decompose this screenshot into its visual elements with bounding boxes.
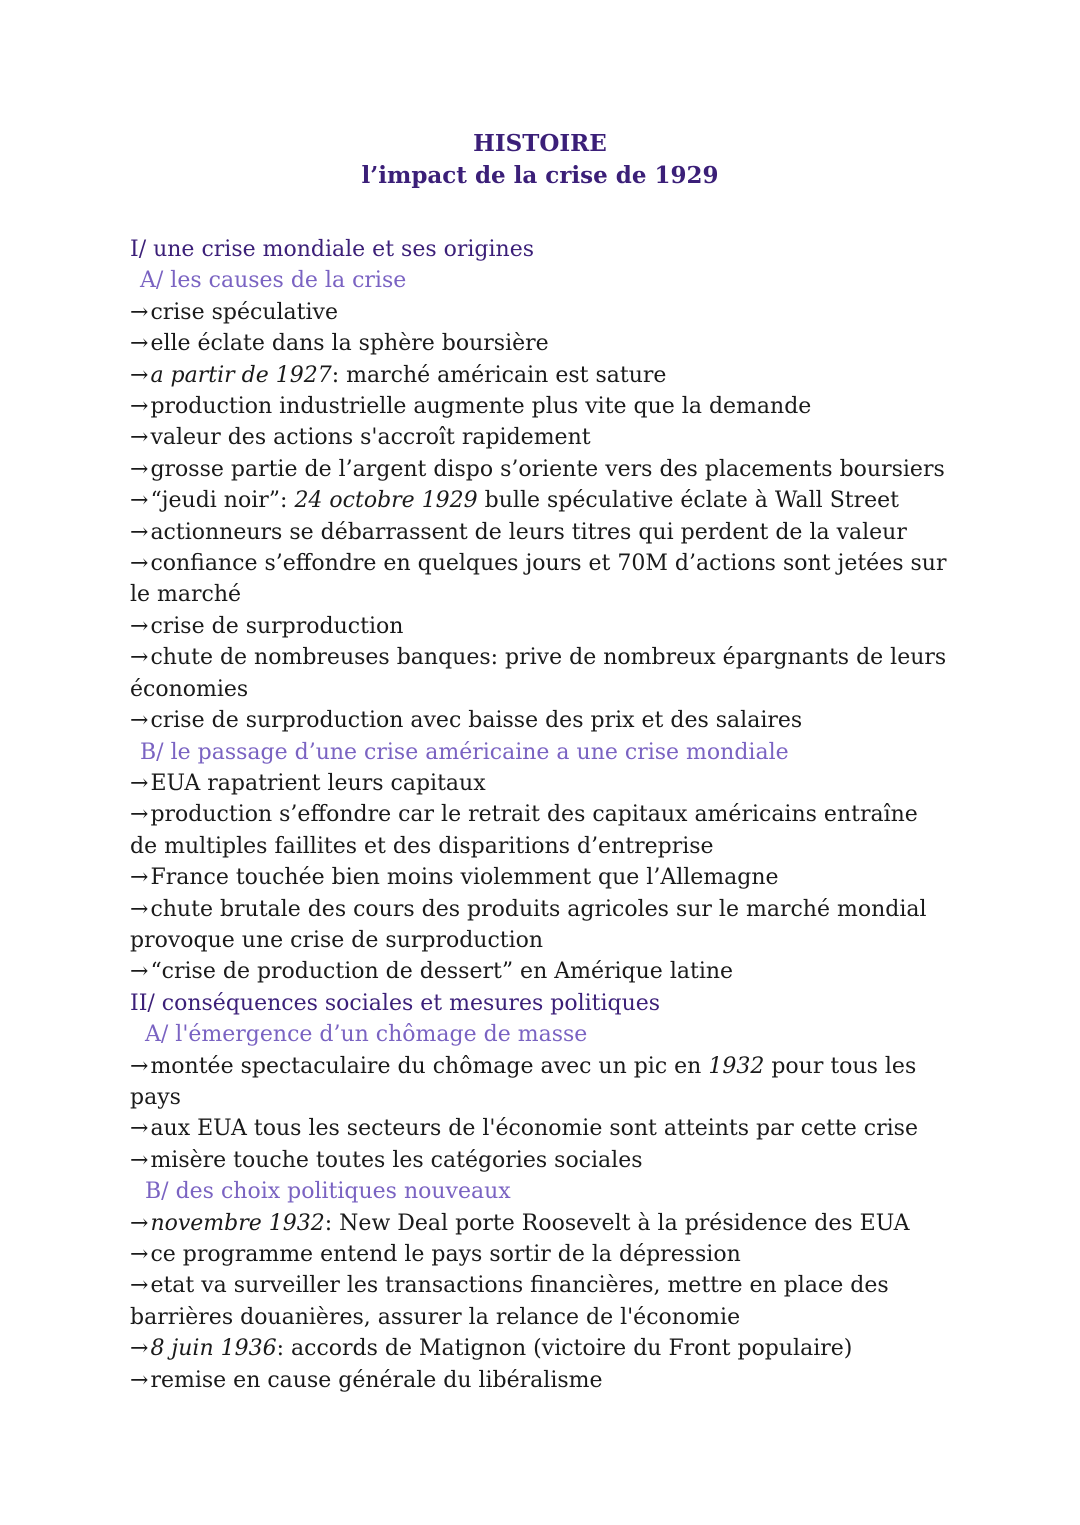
list-item: →novembre 1932: New Deal porte Roosevelt à la présidence des EUA xyxy=(130,1210,910,1236)
list-item: →production s’effondre car le retrait des capitaux américains entraîne de multiples faillites et des disparitions d’entreprise xyxy=(130,802,918,859)
subsection-heading: A/ l'émergence d’un chômage de masse xyxy=(145,1022,588,1048)
list-item: →“crise de production de dessert” en Amérique latine xyxy=(130,959,734,985)
date-text: 1932 xyxy=(708,1053,765,1079)
document-page xyxy=(130,128,950,1396)
section-heading: II/ conséquences sociales et mesures politiques xyxy=(130,990,661,1016)
arrow-icon: → xyxy=(130,1336,149,1362)
arrow-icon: → xyxy=(130,488,149,514)
list-item: →crise spéculative xyxy=(130,299,338,325)
arrow-icon: → xyxy=(130,896,149,922)
list-item: →chute brutale des cours des produits agricoles sur le marché mondial provoque une crise de surproduction xyxy=(130,896,927,953)
list-item: →aux EUA tous les secteurs de l'économie sont atteints par cette crise xyxy=(130,1116,918,1142)
document-subtitle: l’impact de la crise de 1929 xyxy=(361,162,719,189)
list-item: →grosse partie de l’argent dispo s’oriente vers des placements boursiers xyxy=(130,456,945,482)
list-item: →ce programme entend le pays sortir de la dépression xyxy=(130,1242,741,1267)
list-item: →etat va surveiller les transactions financières, mettre en place des barrières douanières, assurer la relance de l'économie xyxy=(130,1273,889,1330)
arrow-icon: → xyxy=(130,1147,149,1173)
arrow-icon: → xyxy=(130,865,149,891)
arrow-icon: → xyxy=(130,1053,149,1079)
arrow-icon: → xyxy=(130,645,149,671)
list-item: →montée spectaculaire du chômage avec un pic en 1932 pour tous les pays xyxy=(130,1053,917,1110)
list-item: →France touchée bien moins violemment que l’Allemagne xyxy=(130,865,779,891)
arrow-icon: → xyxy=(130,802,149,828)
list-item: →elle éclate dans la sphère boursière xyxy=(130,331,549,357)
subsection-heading: A/ les causes de la crise xyxy=(140,268,407,294)
arrow-icon: → xyxy=(130,551,149,577)
arrow-icon: → xyxy=(130,708,149,734)
subsection-heading: B/ des choix politiques nouveaux xyxy=(145,1179,511,1205)
arrow-icon: → xyxy=(130,613,149,639)
list-item: →chute de nombreuses banques: prive de nombreux épargnants de leurs économies xyxy=(130,645,947,702)
arrow-icon: → xyxy=(130,1367,149,1393)
arrow-icon: → xyxy=(130,1242,149,1267)
arrow-icon: → xyxy=(130,456,149,482)
list-item: →8 juin 1936: accords de Matignon (victoire du Front populaire) xyxy=(130,1336,853,1362)
arrow-icon: → xyxy=(130,770,149,796)
arrow-icon: → xyxy=(130,1210,149,1236)
document-title: HISTOIRE xyxy=(473,130,607,157)
list-item: →remise en cause générale du libéralisme xyxy=(130,1367,603,1393)
arrow-icon: → xyxy=(130,959,149,985)
list-item: →crise de surproduction avec baisse des prix et des salaires xyxy=(130,708,803,734)
list-item: →EUA rapatrient leurs capitaux xyxy=(130,770,486,796)
list-item: →a partir de 1927: marché américain est sature xyxy=(130,362,667,388)
list-item: →misère touche toutes les catégories sociales xyxy=(130,1147,643,1173)
list-item: →“jeudi noir”: 24 octobre 1929 bulle spéculative éclate à Wall Street xyxy=(130,488,900,514)
date-text: novembre 1932 xyxy=(150,1210,325,1236)
arrow-icon: → xyxy=(130,299,149,325)
arrow-icon: → xyxy=(130,394,149,420)
arrow-icon: → xyxy=(130,425,149,451)
subsection-heading: B/ le passage d’une crise américaine a une crise mondiale xyxy=(140,739,789,765)
arrow-icon: → xyxy=(130,362,149,388)
list-item: →valeur des actions s'accroît rapidement xyxy=(130,425,591,451)
list-item: →production industrielle augmente plus vite que la demande xyxy=(130,394,812,420)
arrow-icon: → xyxy=(130,519,149,545)
arrow-icon: → xyxy=(130,1116,149,1142)
date-text: 8 juin 1936 xyxy=(150,1336,277,1362)
arrow-icon: → xyxy=(130,1273,149,1299)
date-text: a partir de 1927 xyxy=(150,362,332,388)
list-item: →crise de surproduction xyxy=(130,613,404,639)
arrow-icon: → xyxy=(130,331,149,357)
title-block xyxy=(130,128,950,192)
section-heading: I/ une crise mondiale et ses origines xyxy=(130,237,535,262)
date-text: 24 octobre 1929 xyxy=(294,488,478,514)
list-item: →confiance s’effondre en quelques jours et 70M d’actions sont jetées sur le marché xyxy=(130,551,947,608)
list-item: →actionneurs se débarrassent de leurs titres qui perdent de la valeur xyxy=(130,519,907,545)
